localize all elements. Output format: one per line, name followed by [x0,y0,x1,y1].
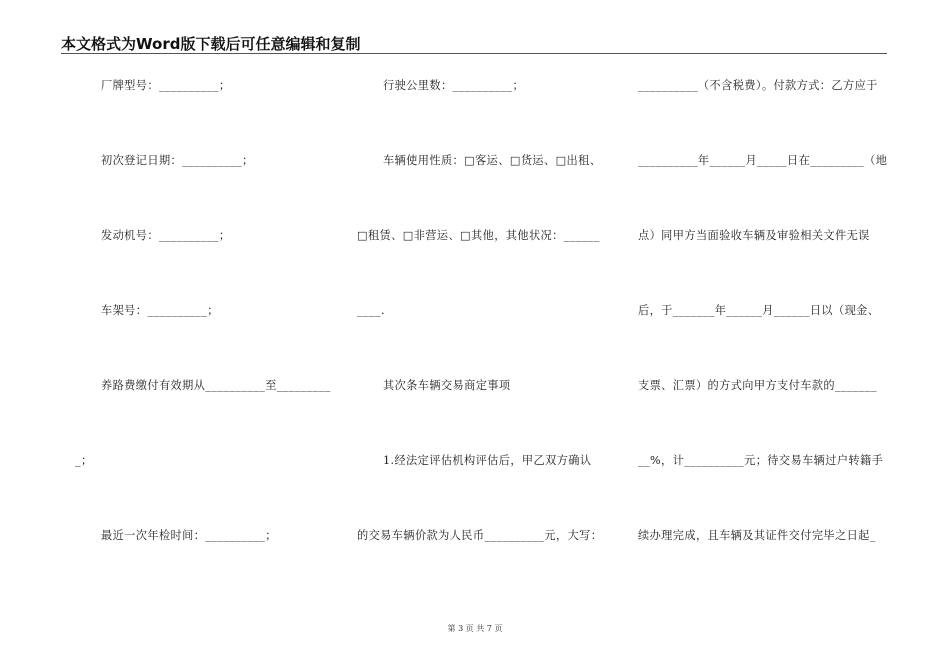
text-line: __%，计__________元；待交易车辆过户转籍手 [638,454,884,467]
text-line: 续办理完成，且车辆及其证件交付完毕之日起_ [638,529,876,542]
text-line: 1.经法定评估机构评估后，甲乙双方确认 [383,454,592,467]
text-line: 厂牌型号：__________； [101,79,231,92]
text-line: 后，于_______年______月______日以（现金、 [638,304,880,317]
text-line: __________年______月_____日在_________（地 [638,154,888,167]
text-line: 支票、汇票）的方式向甲方支付车款的_______ [638,379,877,392]
header-divider [61,53,887,54]
text-line: 养路费缴付有效期从__________至_________ [101,379,331,392]
text-line: 车辆使用性质：□客运、□货运、□出租、 [383,154,602,167]
text-line: 初次登记日期：__________； [101,154,254,167]
text-line: 点）同甲方当面验收车辆及审验相关文件无误 [638,229,870,242]
text-line: _； [75,454,93,467]
document-header-title: 本文格式为Word版下载后可任意编辑和复制 [61,35,361,53]
text-line: __________（不含税费）。付款方式：乙方应于 [638,79,878,92]
text-line: □租赁、□非营运、□其他，其他状况：______ [357,229,600,242]
text-line: ____. [357,304,385,317]
text-line: 行驶公里数：__________； [383,79,525,92]
text-line: 的交易车辆价款为人民币__________元，大写： [357,529,603,542]
text-line: 车架号：__________； [101,304,219,317]
text-line: 发动机号：__________； [101,229,231,242]
text-line: 其次条车辆交易商定事项 [383,379,511,392]
text-line: 最近一次年检时间：__________； [101,529,277,542]
page-number: 第 3 页 共 7 页 [447,624,503,633]
